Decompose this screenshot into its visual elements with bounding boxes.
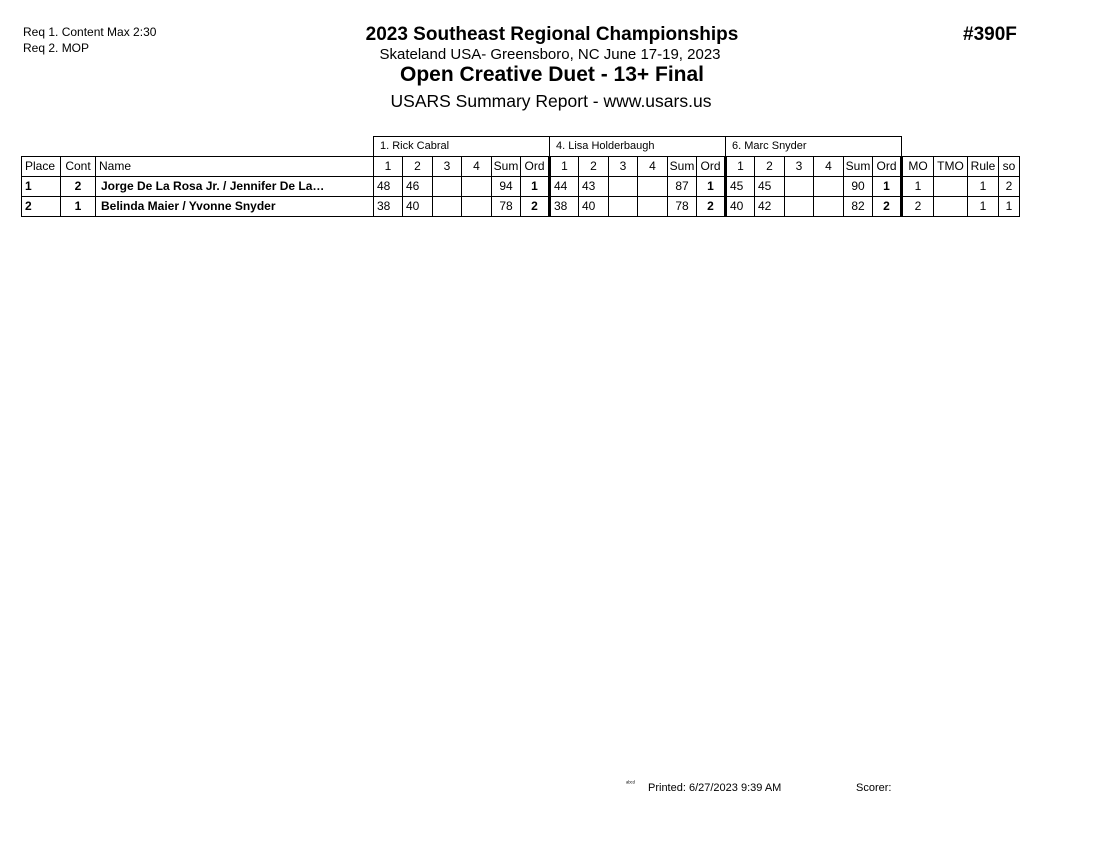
score-cell <box>814 197 844 217</box>
score-cell <box>785 197 814 217</box>
sum-cell: 94 <box>492 177 521 197</box>
score-cell: 42 <box>755 197 785 217</box>
col-cont: Cont <box>61 157 96 177</box>
ord-cell: 1 <box>697 177 726 197</box>
summary-table <box>21 136 1020 217</box>
place-cell: 2 <box>22 197 61 217</box>
score-cell: 40 <box>726 197 755 217</box>
col-j2-4: 4 <box>638 157 668 177</box>
judge-3-name: 6. Marc Snyder <box>726 137 902 157</box>
col-place: Place <box>22 157 61 177</box>
col-j3-2: 2 <box>755 157 785 177</box>
col-j2-1: 1 <box>550 157 579 177</box>
cont-cell: 1 <box>61 197 96 217</box>
score-cell <box>462 177 492 197</box>
sum-cell: 82 <box>844 197 873 217</box>
score-cell: 40 <box>579 197 609 217</box>
report-title: USARS Summary Report - www.usars.us <box>390 91 712 111</box>
score-cell <box>638 177 668 197</box>
event-number: #390F <box>963 24 1017 45</box>
col-rule: Rule <box>968 157 999 177</box>
rule-cell: 1 <box>968 197 999 217</box>
name-cell: Jorge De La Rosa Jr. / Jennifer De La… <box>96 177 374 197</box>
sum-cell: 87 <box>668 177 697 197</box>
ord-cell: 1 <box>521 177 550 197</box>
venue-subtitle: Skateland USA- Greensboro, NC June 17-19, 2023 <box>379 46 721 63</box>
col-j3-3: 3 <box>785 157 814 177</box>
col-j3-4: 4 <box>814 157 844 177</box>
tmo-cell <box>934 197 968 217</box>
col-j1-3: 3 <box>433 157 462 177</box>
page-title: 2023 Southeast Regional Championships <box>365 24 739 45</box>
col-j3-ord: Ord <box>873 157 902 177</box>
judge-spacer <box>22 137 374 157</box>
score-cell <box>462 197 492 217</box>
requirement-1: Req 1. Content Max 2:30 <box>23 25 157 39</box>
score-cell: 38 <box>374 197 403 217</box>
event-title: Open Creative Duet - 13+ Final <box>399 63 704 86</box>
score-cell: 40 <box>403 197 433 217</box>
printed-timestamp: Printed: 6/27/2023 9:39 AM <box>648 782 782 794</box>
score-cell <box>638 197 668 217</box>
ord-cell: 1 <box>873 177 902 197</box>
score-cell <box>433 197 462 217</box>
col-j2-sum: Sum <box>668 157 697 177</box>
col-j2-2: 2 <box>579 157 609 177</box>
mo-cell: 1 <box>902 177 934 197</box>
col-j2-3: 3 <box>609 157 638 177</box>
col-name: Name <box>96 157 374 177</box>
tmo-cell <box>934 177 968 197</box>
place-cell: 1 <box>22 177 61 197</box>
column-header-row <box>22 157 1020 177</box>
col-j1-1: 1 <box>374 157 403 177</box>
footer-mark: ᵃᵇᶜᵈ <box>626 781 635 787</box>
ord-cell: 2 <box>873 197 902 217</box>
so-cell: 1 <box>999 197 1020 217</box>
score-cell <box>785 177 814 197</box>
score-cell <box>433 177 462 197</box>
judge-1-name: 1. Rick Cabral <box>374 137 550 157</box>
ord-cell: 2 <box>697 197 726 217</box>
cont-cell: 2 <box>61 177 96 197</box>
ord-cell: 2 <box>521 197 550 217</box>
score-cell: 48 <box>374 177 403 197</box>
col-j2-ord: Ord <box>697 157 726 177</box>
name-cell: Belinda Maier / Yvonne Snyder <box>96 197 374 217</box>
col-mo: MO <box>902 157 934 177</box>
col-j3-1: 1 <box>726 157 755 177</box>
score-cell: 44 <box>550 177 579 197</box>
col-tmo: TMO <box>934 157 968 177</box>
requirement-2: Req 2. MOP <box>23 41 90 55</box>
judge-header-row <box>22 137 1020 157</box>
score-cell: 38 <box>550 197 579 217</box>
scorer-label: Scorer: <box>856 782 892 794</box>
sum-cell: 78 <box>492 197 521 217</box>
score-cell: 45 <box>755 177 785 197</box>
judge-spacer-right <box>902 137 1020 157</box>
col-j1-sum: Sum <box>492 157 521 177</box>
table-row <box>22 177 1020 197</box>
score-cell: 43 <box>579 177 609 197</box>
rule-cell: 1 <box>968 177 999 197</box>
table-row <box>22 197 1020 217</box>
score-cell <box>609 177 638 197</box>
col-so: so <box>999 157 1020 177</box>
score-cell <box>609 197 638 217</box>
col-j3-sum: Sum <box>844 157 873 177</box>
col-j1-4: 4 <box>462 157 492 177</box>
sum-cell: 78 <box>668 197 697 217</box>
col-j1-2: 2 <box>403 157 433 177</box>
score-cell <box>814 177 844 197</box>
judge-2-name: 4. Lisa Holderbaugh <box>550 137 726 157</box>
score-cell: 46 <box>403 177 433 197</box>
sum-cell: 90 <box>844 177 873 197</box>
so-cell: 2 <box>999 177 1020 197</box>
score-cell: 45 <box>726 177 755 197</box>
col-j1-ord: Ord <box>521 157 550 177</box>
mo-cell: 2 <box>902 197 934 217</box>
